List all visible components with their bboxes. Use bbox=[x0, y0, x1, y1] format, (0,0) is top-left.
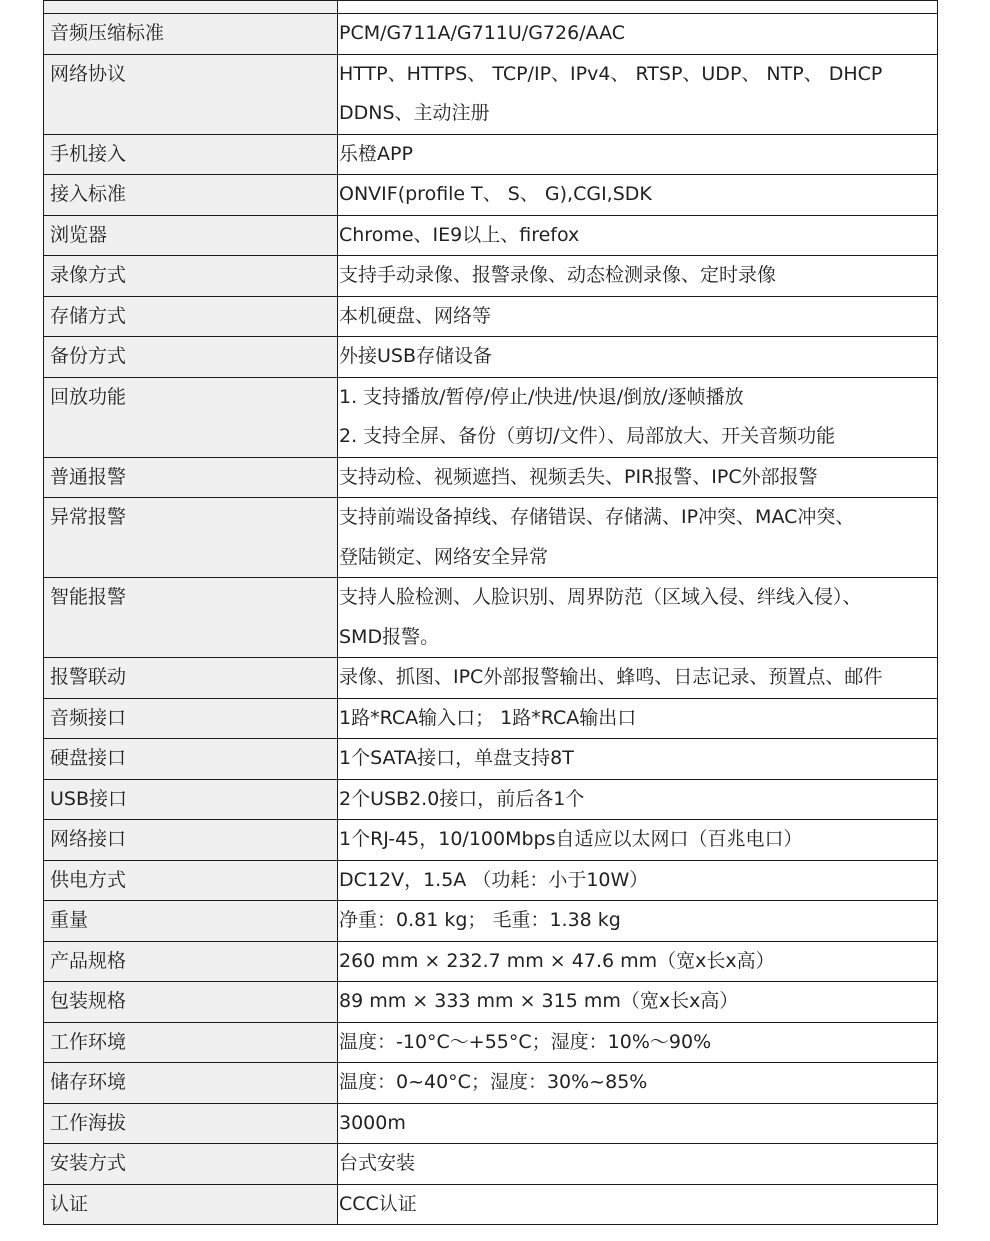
spec-value bbox=[338, 1144, 938, 1185]
table-row bbox=[44, 739, 938, 780]
table-row bbox=[44, 377, 938, 457]
spec-label: 工作海拔 bbox=[44, 1103, 338, 1144]
table-row bbox=[44, 498, 938, 578]
spec-value bbox=[338, 1063, 938, 1104]
spec-value-line: 3000m bbox=[339, 1111, 406, 1134]
table-row bbox=[44, 457, 938, 498]
table-row-partial bbox=[44, 1, 938, 14]
spec-label: 认证 bbox=[44, 1184, 338, 1225]
spec-value bbox=[338, 498, 938, 578]
spec-value bbox=[338, 134, 938, 175]
spec-value-line: 支持前端设备掉线、存储错误、存储满、IP冲突、MAC冲突、 bbox=[339, 506, 855, 528]
spec-value bbox=[338, 296, 938, 337]
spec-value-line: 89 mm × 333 mm × 315 mm（宽x长x高） bbox=[339, 990, 739, 1012]
spec-value-line: 1个RJ-45，10/100Mbps自适应以太网口（百兆电口） bbox=[339, 828, 803, 850]
spec-value-line: 登陆锁定、网络安全异常 bbox=[339, 545, 549, 568]
table-row bbox=[44, 175, 938, 216]
spec-value-line: 1个SATA接口，单盘支持8T bbox=[339, 747, 574, 769]
spec-label: 智能报警 bbox=[44, 578, 338, 658]
spec-label: 浏览器 bbox=[44, 215, 338, 256]
spec-label: 存储方式 bbox=[44, 296, 338, 337]
spec-label: 手机接入 bbox=[44, 134, 338, 175]
spec-value bbox=[338, 1184, 938, 1225]
spec-value-line: 外接USB存储设备 bbox=[339, 345, 493, 367]
spec-value-line: 1路*RCA输入口； 1路*RCA输出口 bbox=[339, 706, 637, 729]
spec-value bbox=[338, 860, 938, 901]
table-row bbox=[44, 779, 938, 820]
table-row bbox=[44, 134, 938, 175]
table-row bbox=[44, 982, 938, 1023]
spec-label: 备份方式 bbox=[44, 337, 338, 378]
spec-label: 普通报警 bbox=[44, 457, 338, 498]
spec-value bbox=[338, 256, 938, 297]
table-row bbox=[44, 901, 938, 942]
spec-value-line: 2个USB2.0接口，前后各1个 bbox=[339, 787, 585, 810]
spec-label: 硬盘接口 bbox=[44, 739, 338, 780]
spec-value bbox=[338, 739, 938, 780]
table-row bbox=[44, 578, 938, 658]
spec-value-line: 支持动检、视频遮挡、视频丢失、PIR报警、IPC外部报警 bbox=[339, 465, 818, 488]
table-row bbox=[44, 658, 938, 699]
spec-label: 供电方式 bbox=[44, 860, 338, 901]
spec-label: 音频接口 bbox=[44, 698, 338, 739]
spec-value bbox=[338, 1022, 938, 1063]
spec-value bbox=[338, 215, 938, 256]
spec-table-body bbox=[44, 1, 938, 1225]
table-row bbox=[44, 337, 938, 378]
table-row bbox=[44, 1063, 938, 1104]
spec-value-line: SMD报警。 bbox=[339, 625, 440, 648]
spec-value bbox=[338, 1103, 938, 1144]
row-label-partial bbox=[44, 1, 338, 14]
spec-label: 储存环境 bbox=[44, 1063, 338, 1104]
spec-value-line: DC12V，1.5A （功耗：小于10W） bbox=[339, 868, 649, 891]
table-row bbox=[44, 1184, 938, 1225]
spec-value bbox=[338, 457, 938, 498]
spec-value-line: 本机硬盘、网络等 bbox=[339, 304, 492, 327]
spec-value-line: 支持手动录像、报警录像、动态检测录像、定时录像 bbox=[339, 264, 777, 286]
spec-value-line: 净重：0.81 kg； 毛重：1.38 kg bbox=[339, 909, 621, 931]
spec-value bbox=[338, 175, 938, 216]
spec-value-line: DDNS、主动注册 bbox=[339, 102, 490, 124]
spec-label: 网络协议 bbox=[44, 54, 338, 134]
table-row bbox=[44, 296, 938, 337]
spec-value-line: 温度：-10°C～+55°C；湿度：10%～90% bbox=[339, 1030, 712, 1053]
spec-value-line: Chrome、IE9以上、firefox bbox=[339, 223, 580, 246]
spec-label: 安装方式 bbox=[44, 1144, 338, 1185]
spec-value bbox=[338, 54, 938, 134]
table-row bbox=[44, 1022, 938, 1063]
spec-label: 录像方式 bbox=[44, 256, 338, 297]
spec-value-line: ONVIF(profile T、 S、 G),CGI,SDK bbox=[339, 183, 652, 205]
spec-label: 网络接口 bbox=[44, 820, 338, 861]
spec-label: 包装规格 bbox=[44, 982, 338, 1023]
spec-label: 重量 bbox=[44, 901, 338, 942]
table-row bbox=[44, 941, 938, 982]
spec-value bbox=[338, 820, 938, 861]
spec-label: 工作环境 bbox=[44, 1022, 338, 1063]
spec-label: 产品规格 bbox=[44, 941, 338, 982]
spec-table bbox=[43, 0, 938, 1225]
row-value-partial bbox=[338, 1, 938, 14]
spec-value-line: 乐橙APP bbox=[339, 142, 413, 165]
spec-value-line: 1. 支持播放/暂停/停止/快进/快退/倒放/逐帧播放 bbox=[339, 385, 744, 408]
spec-value-line: CCC认证 bbox=[339, 1192, 417, 1215]
spec-value-line: 台式安装 bbox=[339, 1152, 416, 1174]
spec-value bbox=[338, 698, 938, 739]
spec-value bbox=[338, 578, 938, 658]
table-row bbox=[44, 1103, 938, 1144]
spec-value-line: 录像、抓图、IPC外部报警输出、蜂鸣、日志记录、预置点、邮件 bbox=[339, 666, 883, 688]
table-row bbox=[44, 820, 938, 861]
spec-value bbox=[338, 337, 938, 378]
spec-value-line: 温度：0~40°C；湿度：30%~85% bbox=[339, 1071, 648, 1093]
spec-label: 音频压缩标准 bbox=[44, 14, 338, 55]
table-row bbox=[44, 698, 938, 739]
spec-value bbox=[338, 658, 938, 699]
spec-value-line: 260 mm × 232.7 mm × 47.6 mm（宽x长x高） bbox=[339, 949, 775, 972]
spec-label: 异常报警 bbox=[44, 498, 338, 578]
spec-label: 回放功能 bbox=[44, 377, 338, 457]
table-row bbox=[44, 860, 938, 901]
spec-value-line: HTTP、HTTPS、 TCP/IP、IPv4、 RTSP、UDP、 NTP、 DHCP bbox=[339, 62, 883, 85]
spec-value bbox=[338, 14, 938, 55]
spec-label: 接入标准 bbox=[44, 175, 338, 216]
spec-value bbox=[338, 377, 938, 457]
spec-value-line: 支持人脸检测、人脸识别、周界防范（区域入侵、绊线入侵）、 bbox=[339, 586, 862, 608]
spec-value-line: PCM/G711A/G711U/G726/AAC bbox=[339, 22, 626, 44]
table-row bbox=[44, 215, 938, 256]
spec-value bbox=[338, 779, 938, 820]
spec-value bbox=[338, 982, 938, 1023]
spec-value-line: 2. 支持全屏、备份（剪切/文件）、局部放大、开关音频功能 bbox=[339, 425, 836, 447]
spec-value bbox=[338, 941, 938, 982]
spec-label: USB接口 bbox=[44, 779, 338, 820]
table-row bbox=[44, 14, 938, 55]
table-row bbox=[44, 54, 938, 134]
spec-label: 报警联动 bbox=[44, 658, 338, 699]
table-row bbox=[44, 256, 938, 297]
table-row bbox=[44, 1144, 938, 1185]
spec-value bbox=[338, 901, 938, 942]
